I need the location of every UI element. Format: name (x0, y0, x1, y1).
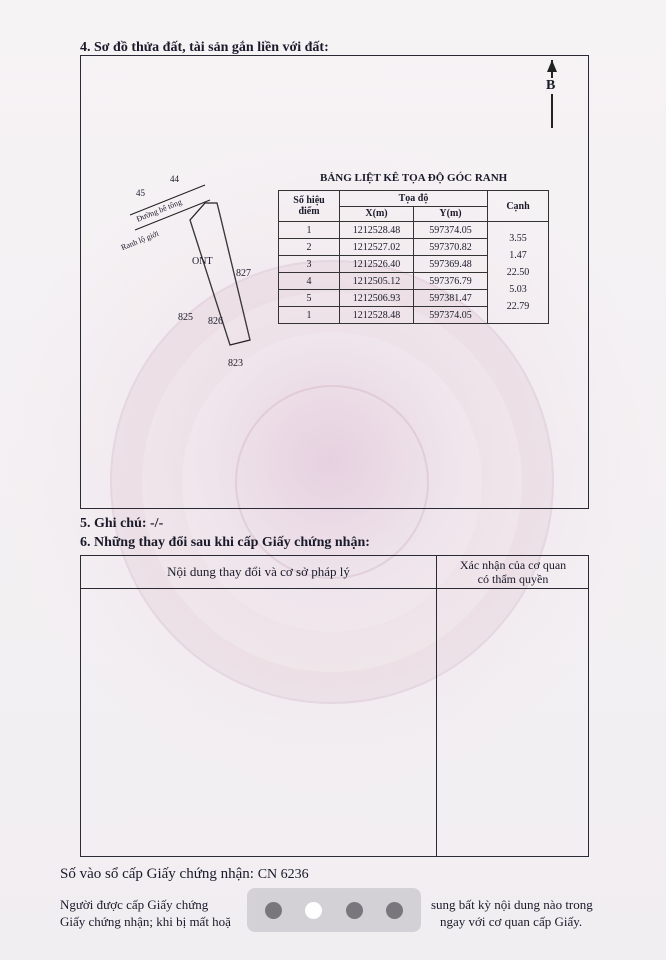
cell-point: 4 (279, 273, 340, 290)
section-4-title: 4. Sơ đồ thửa đất, tài sản gắn liền với đất: (80, 40, 329, 55)
col2-header-line2: có thẩm quyền (477, 572, 549, 586)
changes-table (80, 555, 589, 857)
cell-y: 597374.05 (414, 307, 488, 324)
header-x: X(m) (340, 206, 414, 222)
edge-value: 22.50 (506, 267, 530, 278)
cell-x: 1212505.12 (340, 273, 414, 290)
section-6-title: 6. Những thay đổi sau khi cấp Giấy chứng nhận: (80, 535, 370, 550)
changes-content-column (81, 556, 437, 856)
cell-y: 597369.48 (414, 256, 488, 273)
parcel-826: 826 (208, 316, 223, 327)
edge-value: 5.03 (509, 284, 527, 295)
footer-line2-right: ngay với cơ quan cấp Giấy. (440, 914, 583, 929)
north-arrow-icon (547, 60, 557, 128)
land-use-label: ONT (192, 256, 213, 267)
header-y: Y(m) (414, 206, 488, 222)
image-carousel-pager[interactable] (247, 888, 421, 932)
edge-cell (488, 222, 549, 324)
register-number-row (60, 866, 309, 883)
cell-x: 1212528.48 (340, 307, 414, 324)
footer-line1-left: Người được cấp Giấy chứng (60, 897, 209, 912)
road-label: Đường bê tông (135, 197, 184, 224)
changes-col2-header (438, 558, 588, 586)
col2-header-line1: Xác nhận của cơ quan (459, 558, 567, 572)
boundary-label: Ranh lộ giới (119, 228, 161, 253)
cell-point: 3 (279, 256, 340, 273)
cell-x: 1212526.40 (340, 256, 414, 273)
coordinate-table (278, 190, 549, 324)
plot-sketch (110, 165, 290, 395)
cell-point: 1 (279, 307, 340, 324)
footer-line2-left: Giấy chứng nhận; khi bị mất hoặ (60, 914, 231, 929)
parcel-45: 45 (136, 188, 145, 198)
pager-dot-2-active[interactable] (305, 902, 322, 919)
cell-y: 597374.05 (414, 222, 488, 239)
cell-point: 2 (279, 239, 340, 256)
cell-x: 1212527.02 (340, 239, 414, 256)
pager-dot-1[interactable] (265, 902, 282, 919)
cell-point: 5 (279, 290, 340, 307)
cell-y: 597376.79 (414, 273, 488, 290)
cell-x: 1212528.48 (340, 222, 414, 239)
cell-y: 597370.82 (414, 239, 488, 256)
register-number: CN 6236 (257, 867, 309, 882)
header-point: Số hiệu điểm (279, 191, 340, 222)
parcel-44: 44 (170, 174, 179, 184)
north-label: B (546, 78, 556, 93)
edge-value: 3.55 (509, 233, 527, 244)
parcel-827: 827 (236, 268, 251, 279)
edge-value: 22.79 (506, 301, 530, 312)
cell-x: 1212506.93 (340, 290, 414, 307)
changes-col1-header: Nội dung thay đổi và cơ sở pháp lý (167, 564, 350, 579)
header-coords: Tọa độ (340, 191, 488, 207)
header-edge: Cạnh (488, 191, 549, 222)
cell-y: 597381.47 (414, 290, 488, 307)
cell-point: 1 (279, 222, 340, 239)
coordinate-table-title: BẢNG LIỆT KÊ TỌA ĐỘ GÓC RANH (320, 172, 508, 184)
parcel-825: 825 (178, 312, 193, 323)
register-label: Số vào sổ cấp Giấy chứng nhận: (60, 866, 254, 882)
edge-value: 1.47 (509, 250, 527, 261)
pager-dot-3[interactable] (346, 902, 363, 919)
footer-line1-right: sung bất kỳ nội dung nào trong (431, 897, 593, 912)
parcel-823: 823 (228, 358, 243, 369)
pager-dot-4[interactable] (386, 902, 403, 919)
section-5-title: 5. Ghi chú: -/- (80, 516, 164, 531)
